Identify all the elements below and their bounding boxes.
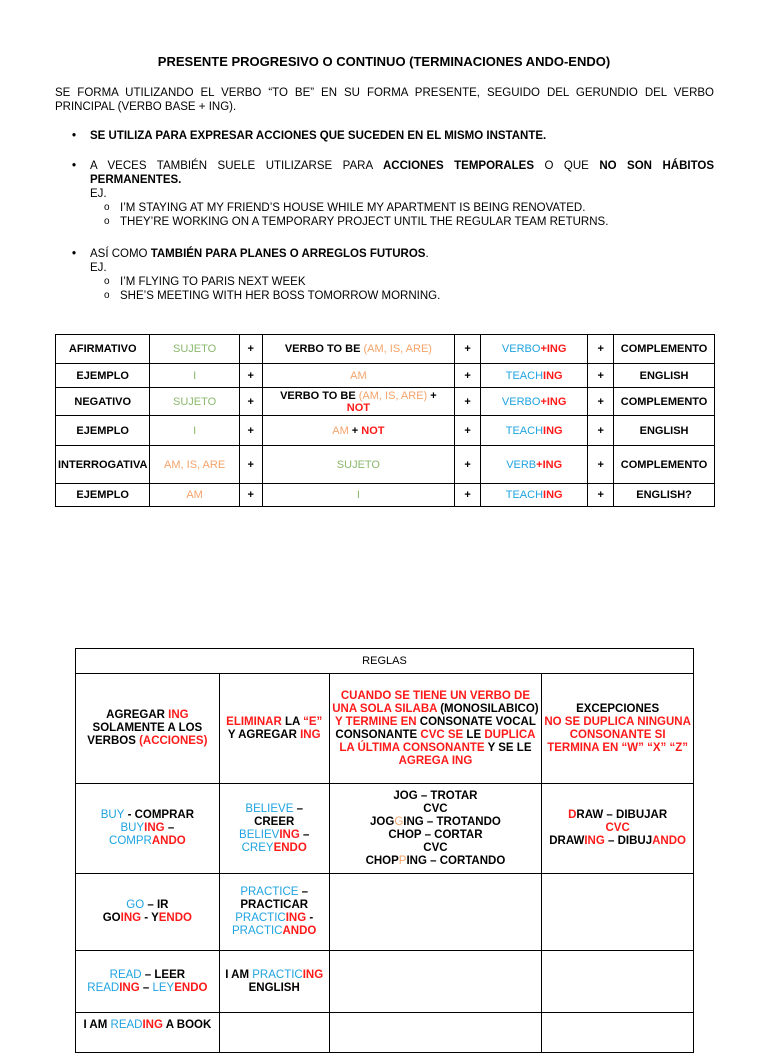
rules-table bbox=[75, 648, 694, 1053]
table-row: BUY - COMPRAR BUYING – COMPRANDO BELIEVE – CREER BELIEVING – CREYENDO JOG – TROTAR CVC JOGGING – TROTANDO CHOP – CORTAR CVC CHOPPING – CORTANDO DRAW – DIBUJAR CVC DRAWING – DIBUJANDO bbox=[76, 784, 694, 874]
intro-paragraph: SE FORMA UTILIZANDO EL VERBO “TO BE” EN SU FORMA PRESENTE, SEGUIDO DEL GERUNDIO DEL VERBO PRINCIPAL (VERBO BASE + ING). bbox=[55, 87, 714, 113]
table-row: EJEMPLO I + AM + TEACHING + ENGLISH bbox=[56, 364, 715, 388]
example-item: o I’M STAYING AT MY FRIEND’S HOUSE WHILE MY APARTMENT IS BEING RENOVATED. bbox=[104, 202, 586, 214]
table-row: EJEMPLO AM + I + TEACHING + ENGLISH? bbox=[56, 484, 715, 507]
structure-table bbox=[55, 334, 715, 507]
bullet-2: • A VECES TAMBIÉN SUELE UTILIZARSE PARA ACCIONES TEMPORALES O QUE NO SON HÁBITOS PERMANENTES. EJ. o I’M STAYING AT MY FRIEND’S HOUSE WHILE MY APARTMENT IS BEING RENOVATED. o THEY’RE WORKING ON A TEMPORARY PROJECT UNTIL THE REGULAR TEAM RETURNS. bbox=[72, 160, 715, 228]
bullet-1: • SE UTILIZA PARA EXPRESAR ACCIONES QUE SUCEDEN EN EL MISMO INSTANTE. bbox=[72, 130, 547, 142]
bullet-dot: • bbox=[72, 160, 77, 172]
example-item: o I’M FLYING TO PARIS NEXT WEEK bbox=[104, 276, 306, 288]
table-row: EJEMPLO I + AM + NOT + TEACHING + ENGLISH bbox=[56, 416, 715, 446]
table-row: I AM READING A BOOK bbox=[76, 1013, 694, 1053]
table-row: INTERROGATIVA AM, IS, ARE + SUJETO + VERB+ING + COMPLEMENTO bbox=[56, 446, 715, 484]
table-row: REGLAS bbox=[76, 649, 694, 674]
example-item: o THEY’RE WORKING ON A TEMPORARY PROJECT UNTIL THE REGULAR TEAM RETURNS. bbox=[104, 216, 609, 228]
bullet-3: • ASÍ COMO TAMBIÉN PARA PLANES O ARREGLOS FUTUROS. EJ. o I’M FLYING TO PARIS NEXT WEEK o SHE’S MEETING WITH HER BOSS TOMORROW MORNING. bbox=[72, 247, 714, 303]
example-label: EJ. bbox=[90, 262, 107, 274]
example-item: o SHE’S MEETING WITH HER BOSS TOMORROW MORNING. bbox=[104, 290, 441, 302]
table-row: READ – LEER READING – LEYENDO I AM PRACTICING ENGLISH bbox=[76, 951, 694, 1013]
example-label: EJ. bbox=[90, 188, 107, 200]
table-row: GO – IR GOING - YENDO PRACTICE – PRACTICAR PRACTICING - PRACTICANDO bbox=[76, 874, 694, 951]
bullet-dot: • bbox=[72, 248, 77, 260]
table-row: AFIRMATIVO SUJETO + VERBO TO BE (AM, IS, ARE) + VERBO+ING + COMPLEMENTO bbox=[56, 335, 715, 364]
table-row: AGREGAR ING SOLAMENTE A LOS VERBOS (ACCIONES) ELIMINAR LA “E” Y AGREGAR ING CUANDO SE TIENE UN VERBO DE UNA SOLA SILABA (MONOSILABICO) Y TERMINE EN CONSONATE VOCAL CONSONANTE CVC SE LE DUPLICA LA ÚLTIMA CONSONANTE Y SE LE AGREGA ING EXCEPCIONES NO SE DUPLICA NINGUNA CONSONANTE SI TERMINA EN “W” “X” “Z” bbox=[76, 674, 694, 784]
table-row: NEGATIVO SUJETO + VERBO TO BE (AM, IS, ARE) + NOT + VERBO+ING + COMPLEMENTO bbox=[56, 388, 715, 416]
page-title: PRESENTE PROGRESIVO O CONTINUO (TERMINACIONES ANDO-ENDO) bbox=[157, 54, 611, 69]
bullet-dot: • bbox=[72, 130, 77, 142]
